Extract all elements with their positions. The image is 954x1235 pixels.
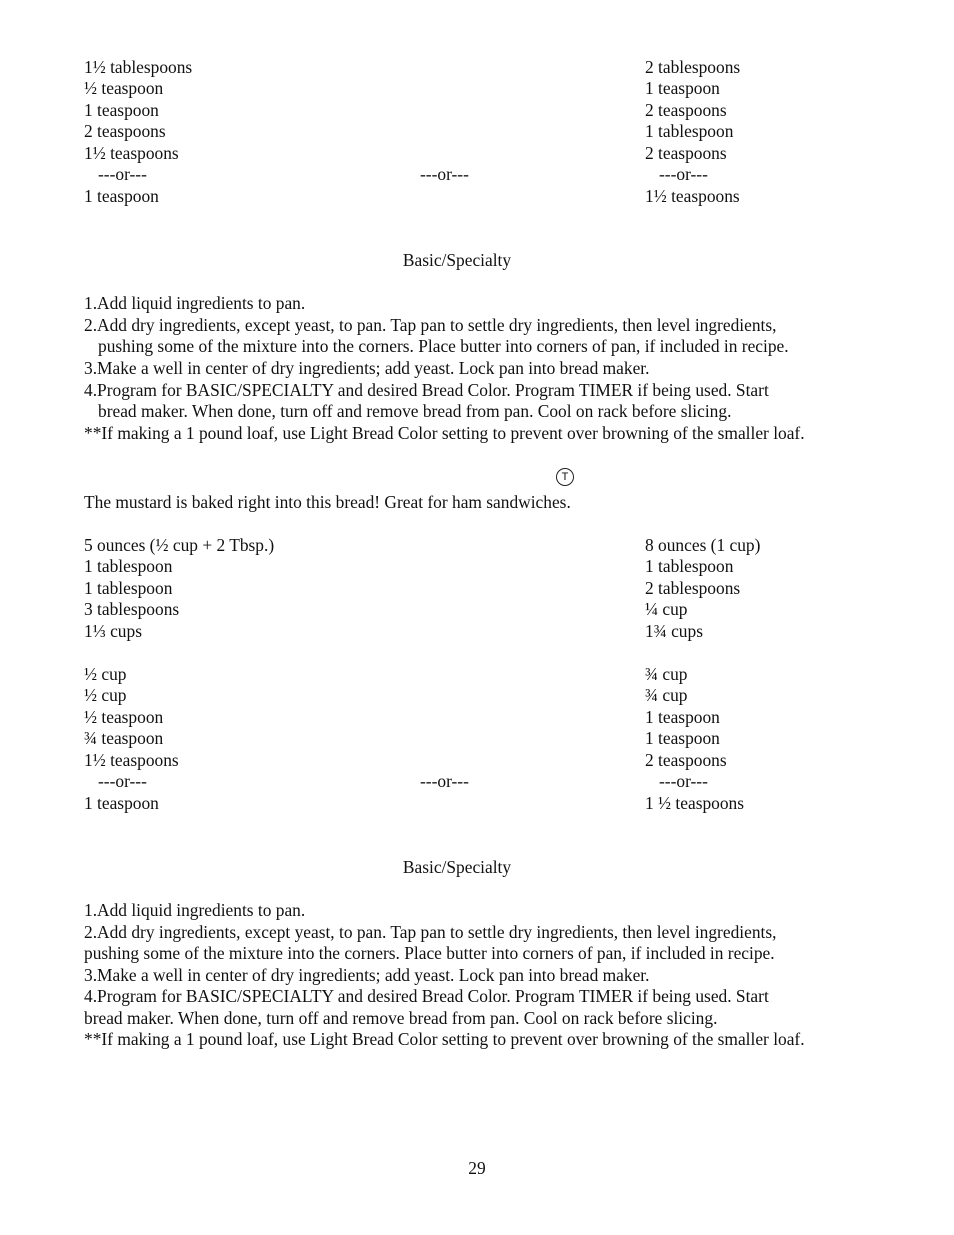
or-row	[0, 770, 954, 792]
ingredient-row	[0, 792, 954, 814]
or-separator-mid: ---or---	[420, 164, 469, 184]
ingredient-row	[0, 620, 954, 642]
ingredient-amount-large: 1¾ cups	[645, 621, 703, 641]
ingredient-amount-large: 1 tablespoon	[645, 556, 734, 576]
ingredient-amount-large: 2 tablespoons	[645, 578, 741, 598]
ingredient-row	[0, 77, 954, 99]
page-number: 29	[468, 1158, 486, 1178]
instruction-line: 4.Program for BASIC/SPECIALTY and desired Bread Color. Program TIMER if being used. Start	[84, 380, 769, 400]
instruction-line: 3.Make a well in center of dry ingredients; add yeast. Lock pan into bread maker.	[84, 965, 650, 985]
instruction-line: 4.Program for BASIC/SPECIALTY and desired Bread Color. Program TIMER if being used. Start	[84, 986, 769, 1006]
ingredient-amount-small: ½ teaspoon	[84, 78, 164, 98]
setting-heading: Basic/Specialty	[402, 250, 512, 270]
ingredient-amount-large: 8 ounces (1 cup)	[645, 535, 761, 555]
ingredient-amount-small: ¾ teaspoon	[84, 728, 164, 748]
instruction-line: **If making a 1 pound loaf, use Light Bread Color setting to prevent over browning of the smaller loaf.	[84, 1029, 805, 1049]
ingredient-amount-large: 1 tablespoon	[645, 121, 734, 141]
ingredient-row	[0, 749, 954, 771]
ingredient-row	[0, 598, 954, 620]
ingredient-amount-small: ½ teaspoon	[84, 707, 164, 727]
ingredient-amount-small: 5 ounces (½ cup + 2 Tbsp.)	[84, 535, 275, 555]
setting-heading: Basic/Specialty	[402, 857, 512, 877]
instruction-line: **If making a 1 pound loaf, use Light Bread Color setting to prevent over browning of the smaller loaf.	[84, 423, 805, 443]
or-separator-mid: ---or---	[420, 771, 469, 791]
instruction-line: 1.Add liquid ingredients to pan.	[84, 900, 306, 920]
ingredient-row	[0, 577, 954, 599]
or-separator-small: ---or---	[98, 771, 147, 791]
or-separator-large: ---or---	[659, 164, 708, 184]
instruction-line: bread maker. When done, turn off and remove bread from pan. Cool on rack before slicing.	[84, 1008, 718, 1028]
ingredient-amount-small: 1 tablespoon	[84, 578, 173, 598]
timer-symbol-icon: T	[556, 468, 574, 486]
ingredient-amount-small: 1⅓ cups	[84, 621, 142, 641]
instruction-line: bread maker. When done, turn off and remove bread from pan. Cool on rack before slicing.	[98, 401, 732, 421]
ingredient-amount-large: 1 teaspoon	[645, 728, 720, 748]
ingredient-row	[0, 120, 954, 142]
ingredient-row	[0, 185, 954, 207]
instruction-line: pushing some of the mixture into the corners. Place butter into corners of pan, if included in recipe.	[84, 943, 775, 963]
ingredient-amount-small: 1½ teaspoons	[84, 143, 179, 163]
ingredient-amount-small: 1½ teaspoons	[84, 750, 179, 770]
ingredient-amount-large: 2 tablespoons	[645, 57, 741, 77]
ingredient-amount-small: 1 tablespoon	[84, 556, 173, 576]
ingredient-amount-small: 1½ tablespoons	[84, 57, 193, 77]
ingredient-amount-large: 1 teaspoon	[645, 78, 720, 98]
ingredient-amount-small: 1 teaspoon	[84, 793, 159, 813]
ingredient-row	[0, 555, 954, 577]
ingredient-amount-large: ¼ cup	[645, 599, 688, 619]
instruction-line: 2.Add dry ingredients, except yeast, to pan. Tap pan to settle dry ingredients, then level ingredients,	[84, 922, 777, 942]
ingredient-row	[0, 706, 954, 728]
ingredient-row	[0, 684, 954, 706]
instruction-line: 2.Add dry ingredients, except yeast, to pan. Tap pan to settle dry ingredients, then level ingredients,	[84, 315, 777, 335]
or-row	[0, 163, 954, 185]
ingredient-amount-large: 2 teaspoons	[645, 750, 727, 770]
ingredient-amount-small: 2 teaspoons	[84, 121, 166, 141]
instruction-line: 1.Add liquid ingredients to pan.	[84, 293, 306, 313]
ingredient-amount-large: ¾ cup	[645, 685, 688, 705]
instruction-line: 3.Make a well in center of dry ingredients; add yeast. Lock pan into bread maker.	[84, 358, 650, 378]
ingredient-amount-large: 1 ½ teaspoons	[645, 793, 745, 813]
ingredient-amount-large: 2 teaspoons	[645, 100, 727, 120]
ingredient-amount-small: 1 teaspoon	[84, 186, 159, 206]
recipe-description: The mustard is baked right into this bread! Great for ham sandwiches.	[84, 492, 571, 512]
ingredient-row	[0, 99, 954, 121]
ingredient-amount-large: 2 teaspoons	[645, 143, 727, 163]
ingredient-row	[0, 534, 954, 556]
ingredient-amount-large: 1 teaspoon	[645, 707, 720, 727]
ingredient-amount-small: 3 tablespoons	[84, 599, 180, 619]
ingredient-row	[0, 663, 954, 685]
ingredient-amount-small: ½ cup	[84, 685, 127, 705]
ingredient-amount-small: 1 teaspoon	[84, 100, 159, 120]
ingredient-amount-small: ½ cup	[84, 664, 127, 684]
ingredient-amount-large: ¾ cup	[645, 664, 688, 684]
ingredient-amount-large: 1½ teaspoons	[645, 186, 740, 206]
or-separator-small: ---or---	[98, 164, 147, 184]
instruction-line: pushing some of the mixture into the corners. Place butter into corners of pan, if included in recipe.	[98, 336, 789, 356]
ingredient-row	[0, 56, 954, 78]
ingredient-row	[0, 142, 954, 164]
ingredient-row	[0, 727, 954, 749]
or-separator-large: ---or---	[659, 771, 708, 791]
